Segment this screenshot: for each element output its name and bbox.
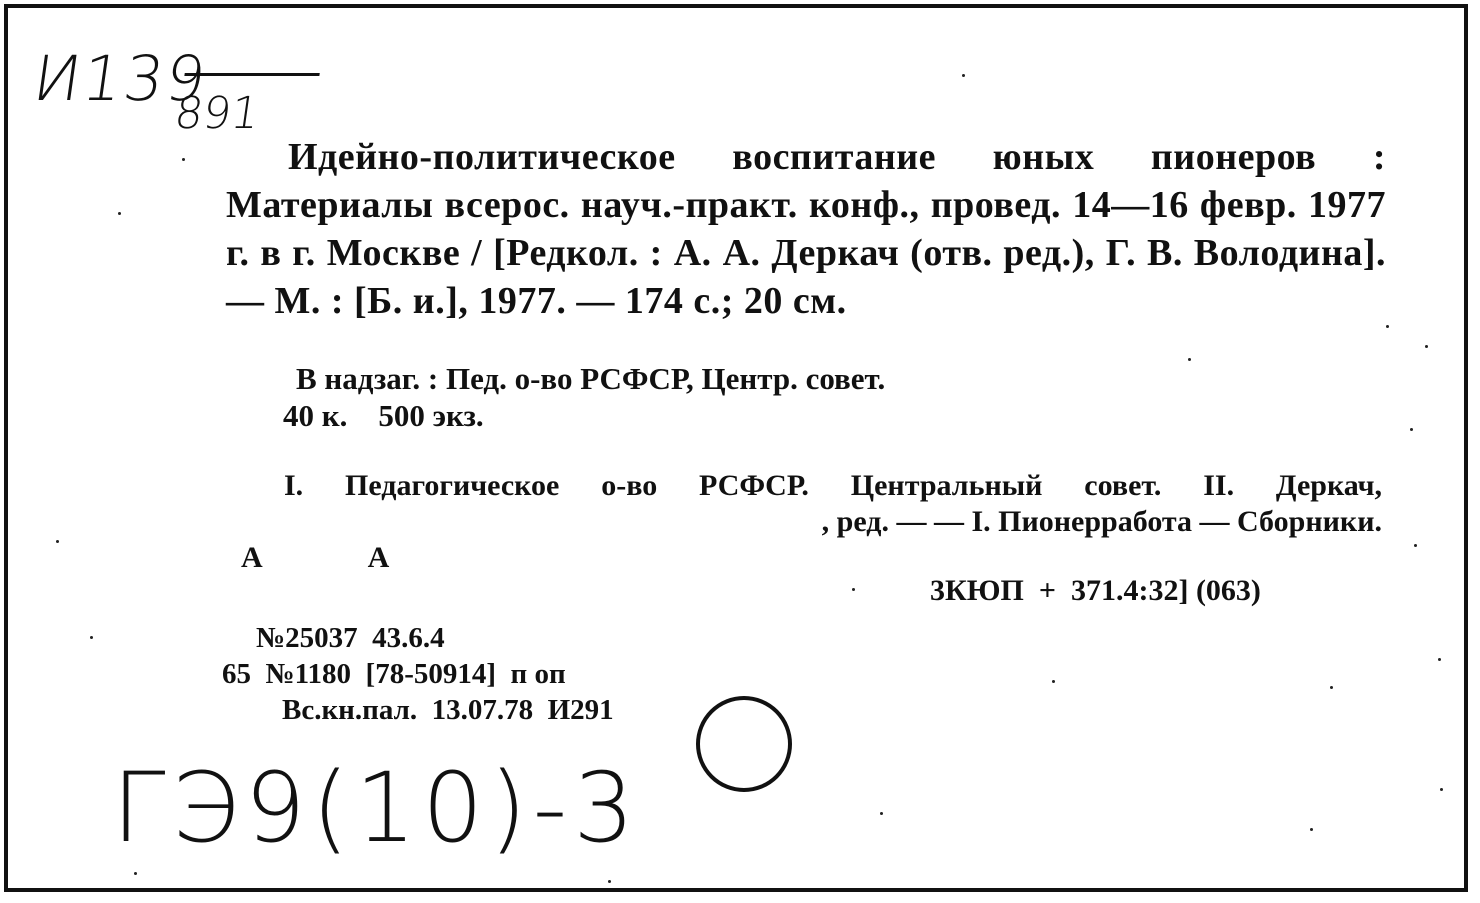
- scan-speck: [1310, 828, 1313, 831]
- circle-stamp: [696, 696, 792, 792]
- inventory-main: И139: [28, 42, 213, 115]
- scan-speck: [118, 212, 121, 215]
- bibliographic-entry: Идейно-политическое воспитание юных пионеров : Материалы всерос. науч.-практ. конф., провед. 14—16 февр. 1977 г. в г. Москве / [Редкол. : А. А. Деркач (отв. ред.), Г. В. Володина]. — М. : [Б. и.], 1977. — 174 с.; 20 см.: [226, 136, 1386, 322]
- service-line-3: Вс.кн.пал. 13.07.78 И291: [282, 694, 614, 726]
- overline: [184, 73, 319, 76]
- tracing-line-1: I. Педагогическое о-во РСФСР. Центральный совет. II. Деркач,: [284, 469, 1382, 502]
- scan-speck: [1386, 325, 1389, 328]
- service-line-1: №25037 43.6.4: [256, 622, 445, 654]
- scan-speck: [1410, 428, 1413, 431]
- handwritten-classification: ГЭ9(10)-3: [112, 752, 641, 864]
- note-parallel-title: В надзаг. : Пед. о-во РСФСР, Центр. совет.: [296, 361, 886, 396]
- udc-classification: 3КЮП + 371.4:32] (063): [930, 574, 1261, 607]
- scan-speck: [134, 872, 137, 875]
- scan-speck: [962, 74, 965, 77]
- scan-speck: [1330, 686, 1333, 689]
- tracing-line-2-left: А А: [241, 541, 390, 574]
- scan-speck: [852, 588, 855, 591]
- scan-speck: [608, 880, 611, 883]
- tracing-line-2-right: , ред. — — I. Пионерработа — Сборники.: [821, 505, 1382, 538]
- scan-speck: [1052, 680, 1055, 683]
- scan-speck: [1425, 345, 1428, 348]
- handwritten-inventory-number: [28, 42, 263, 139]
- inventory-sub: 891: [171, 88, 263, 139]
- scan-speck: [1188, 358, 1191, 361]
- scan-speck: [182, 158, 185, 161]
- scan-speck: [90, 636, 93, 639]
- scan-speck: [880, 812, 883, 815]
- scan-speck: [1438, 658, 1441, 661]
- scan-speck: [56, 540, 59, 543]
- scan-speck: [1440, 788, 1443, 791]
- service-line-2: 65 №1180 [78-50914] п оп: [222, 658, 566, 690]
- scan-speck: [1414, 544, 1417, 547]
- note-price-run: 40 к. 500 экз.: [283, 398, 484, 433]
